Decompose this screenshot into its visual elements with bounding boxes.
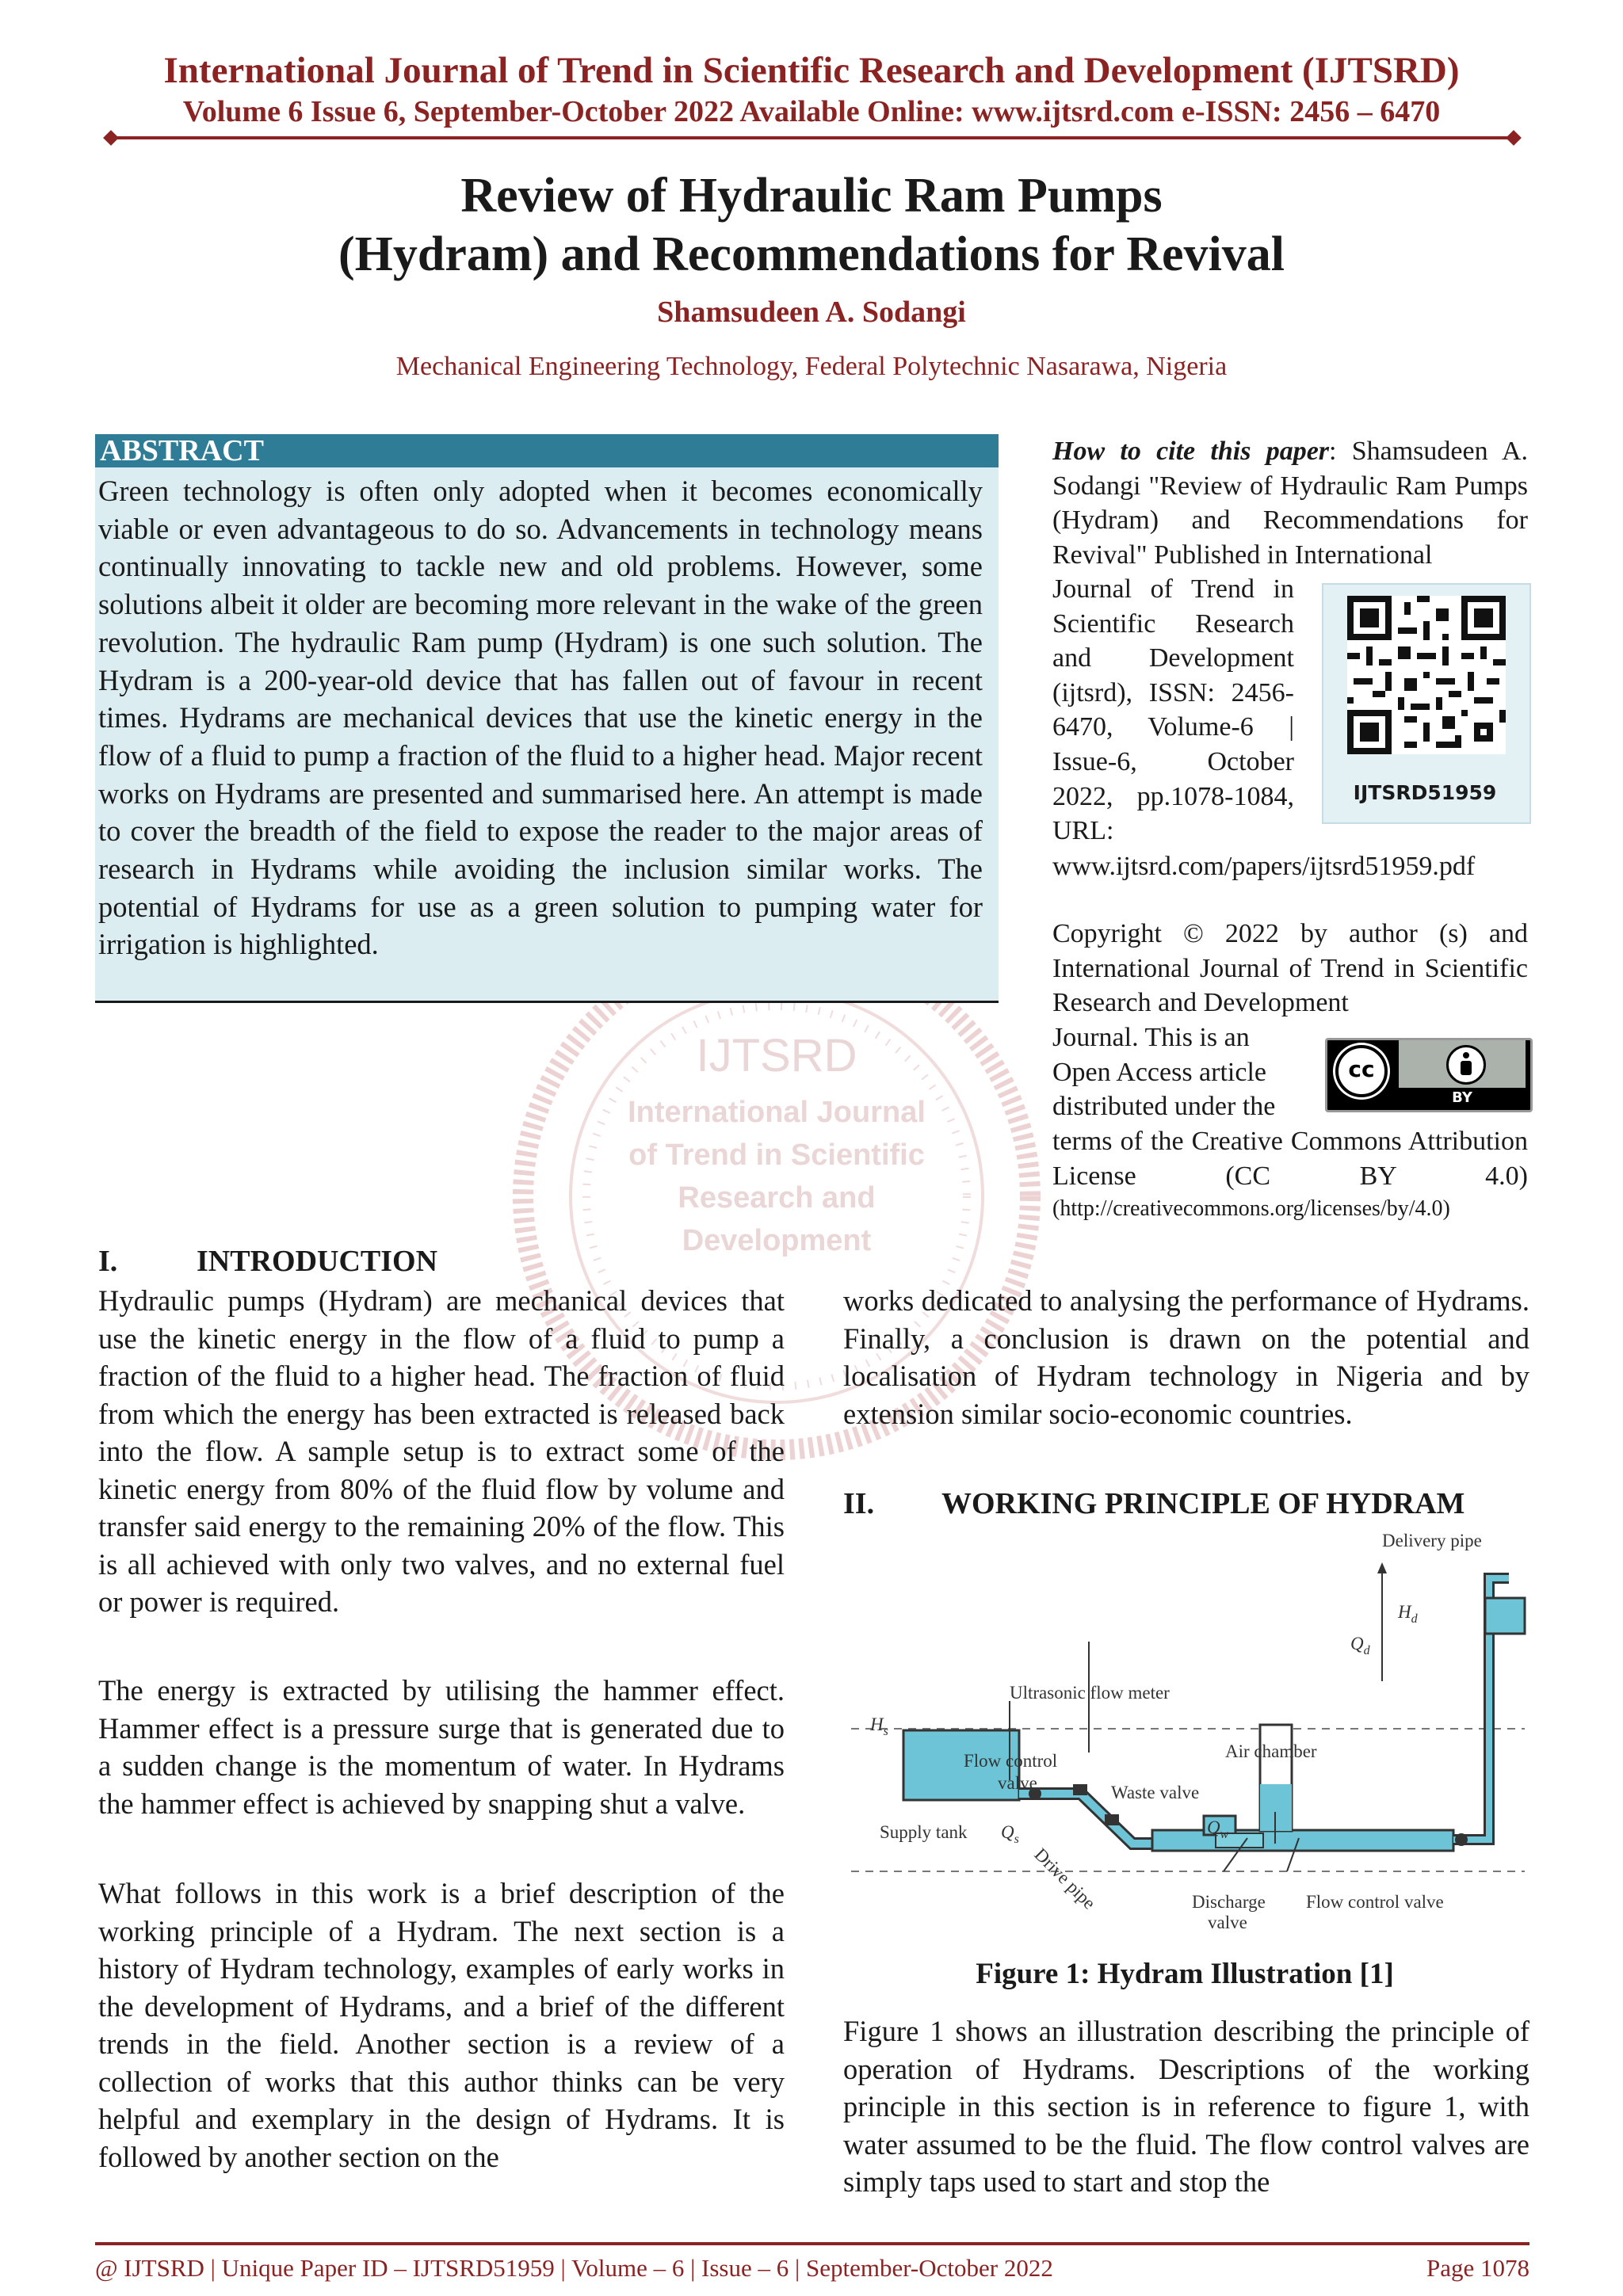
hd-arrowhead bbox=[1377, 1562, 1387, 1573]
copyright-text: Copyright © 2022 by author (s) and International Journal of Trend in Scientific Research and Development bbox=[1052, 919, 1528, 1018]
citation-text: : Shamsudeen A. Sodangi "Review of Hydraulic Ram Pumps (Hydram) and Recommendations for Revival" Published in International bbox=[1052, 437, 1529, 570]
copyright-narrow-text: Journal. This is an Open Access article distributed under the bbox=[1052, 1023, 1276, 1122]
copyright-license-text: terms of the Creative Commons Attribution License (CC BY 4.0) bbox=[1052, 1127, 1528, 1191]
section-1-title: INTRODUCTION bbox=[197, 1245, 438, 1278]
cc-icon bbox=[1335, 1045, 1388, 1097]
label-discharge-valve-b: valve bbox=[1208, 1913, 1247, 1932]
label-flow-control-valve-a: Flow control bbox=[964, 1751, 1058, 1771]
intro-paragraph-3: What follows in this work is a brief description of the working principle of a Hydram. The next section is a history of Hydram technology, examples of early works in the development of Hydrams, and a brief of the different trends in the field. Another section is a review of a collection of works that this author thinks can be very helpful and exemplary in the design of Hydrams. It is followed by another section on the bbox=[98, 1877, 785, 2173]
watermark-line-5: Development bbox=[682, 1224, 872, 1257]
citation-url: www.ijtsrd.com/papers/ijtsrd51959.pdf bbox=[1052, 852, 1476, 881]
section-1-number: I. bbox=[98, 1245, 118, 1278]
label-discharge-valve-a: Discharge bbox=[1192, 1892, 1266, 1912]
label-flow-control-valve-b: valve bbox=[998, 1773, 1037, 1793]
label-hd: $H_d$ bbox=[1398, 1602, 1418, 1626]
section-2-number: II. bbox=[843, 1487, 875, 1520]
label-hs: $H_s$ bbox=[870, 1714, 888, 1738]
intro-paragraph-right: works dedicated to analysing the performance of Hydrams. Finally, a conclusion is drawn on the potential and localisation of Hydram technology in Nigeria and by extension similar socio-economic countries. bbox=[843, 1284, 1529, 1430]
section-2-title: WORKING PRINCIPLE OF HYDRAM bbox=[941, 1487, 1465, 1520]
section-2-heading bbox=[843, 1486, 1529, 1521]
ultrasonic-sensor bbox=[1073, 1784, 1087, 1795]
author-affiliation: Mechanical Engineering Technology, Federal Polytechnic Nasarawa, Nigeria bbox=[395, 352, 1228, 381]
header-rule bbox=[111, 136, 1514, 139]
header-rule-right-diamond bbox=[1506, 130, 1522, 146]
abstract-header bbox=[95, 434, 999, 467]
abstract-bottom-rule bbox=[95, 1001, 999, 1003]
citation-block bbox=[1052, 434, 1528, 572]
cc-by-license-badge bbox=[1325, 1038, 1533, 1112]
license-link[interactable]: (http://creativecommons.org/licenses/by/4.0) bbox=[1052, 1196, 1450, 1221]
qr-code-icon bbox=[1347, 596, 1506, 754]
attribution-person-icon bbox=[1446, 1045, 1486, 1085]
hydram-illustration-figure bbox=[843, 1523, 1529, 1943]
page-number: Page 1078 bbox=[1426, 2254, 1529, 2282]
abstract-text: Green technology is often only adopted when it becomes economically viable or even advantageous to do so. Advancements in technology means continually innovating to tackle new and old problems. However, some solutions albeit it older are becoming more relevant in the wake of the green revolution. The hydraulic Ram pump (Hydram) is one such solution. The Hydram is a 200-year-old device that has fallen out of favour in recent times. Hydrams are mechanical devices that use the kinetic energy in the flow of a fluid to pump a fraction of the fluid to a higher head. Major recent works on Hydrams are presented and summarised here. An attempt is made to cover the breadth of the field to expose the reader to the major areas of research in Hydrams while avoiding the inclusion similar works. The potential of Hydrams for use as a green solution to pumping water for irrigation is highlighted. bbox=[98, 475, 983, 961]
watermark-line-4: Research and bbox=[678, 1181, 876, 1215]
label-waste-valve: Waste valve bbox=[1111, 1783, 1200, 1802]
author-name: Shamsudeen A. Sodangi bbox=[657, 296, 966, 329]
cc-badge-text: cc bbox=[1348, 1056, 1375, 1082]
paper-title-line-1: Review of Hydraulic Ram Pumps bbox=[460, 169, 1163, 223]
pump-body-pipe bbox=[1152, 1830, 1453, 1851]
citation-narrow-text: Journal of Trend in Scientific Research and Development (ijtsrd), ISSN: 2456-6470, Volume-6 | Issue-6, October 2022, pp.1078-1084, URL: bbox=[1052, 574, 1294, 846]
watermark-line-1: IJTSRD bbox=[696, 1030, 857, 1081]
flow-control-valve-2 bbox=[1455, 1833, 1468, 1846]
watermark-line-2: International Journal bbox=[628, 1096, 926, 1129]
intro-paragraph-1: Hydraulic pumps (Hydram) are mechanical devices that use the kinetic energy in the flow of a fluid to pump a fraction of the fluid to a higher head. The fraction of fluid from which the energy has been extracted is released back into the flow. A sample setup is to extract some of the kinetic energy from 80% of the fluid flow by volume and transfer said energy to the remaining 20% of the flow. This is all achieved with only two valves, and no external fuel or power is required. bbox=[98, 1284, 785, 1618]
label-qd: $Q_d$ bbox=[1350, 1634, 1370, 1657]
watermark-line-3: of Trend in Scientific bbox=[628, 1138, 925, 1172]
by-badge-area bbox=[1399, 1040, 1526, 1088]
footer-text: @ IJTSRD | Unique Paper ID – IJTSRD51959 | Volume – 6 | Issue – 6 | September-October 2022 bbox=[95, 2254, 1053, 2282]
label-qw: $Q_w$ bbox=[1207, 1817, 1229, 1841]
page-footer bbox=[95, 2254, 1529, 2283]
header-rule-left-diamond bbox=[103, 130, 119, 146]
label-drive-pipe: Drive pipe bbox=[1030, 1844, 1100, 1913]
section-1-heading bbox=[98, 1244, 438, 1279]
intro-paragraph-2: The energy is extracted by utilising the hammer effect. Hammer effect is a pressure surge that is generated due to a sudden change is the momentum of water. In Hydrams the hammer effect is achieved by snapping shut a valve. bbox=[98, 1674, 785, 1820]
abstract-heading: ABSTRACT bbox=[100, 434, 264, 467]
journal-issue-line: Volume 6 Issue 6, September-October 2022 Available Online: www.ijtsrd.com e-ISSN: 2456 – 6470 bbox=[182, 95, 1441, 128]
paper-title-line-2: (Hydram) and Recommendations for Revival bbox=[338, 227, 1285, 281]
label-ultrasonic-flow-meter: Ultrasonic flow meter bbox=[1010, 1683, 1170, 1703]
label-supply-tank: Supply tank bbox=[880, 1822, 968, 1842]
paper-id-badge: IJTSRD51959 bbox=[1353, 781, 1497, 804]
label-flow-control-valve-2: Flow control valve bbox=[1306, 1892, 1444, 1912]
by-badge-text: BY bbox=[1452, 1089, 1472, 1106]
ultrasonic-sensor bbox=[1105, 1814, 1119, 1825]
section-2-paragraph-1: Figure 1 shows an illustration describing the principle of operation of Hydrams. Descriptions of the working principle in this section is in reference to figure 1, with water assumed to be the fluid. The flow control valves are simply taps used to start and stop the bbox=[843, 2015, 1529, 2198]
journal-title: International Journal of Trend in Scientific Research and Development (IJTSRD) bbox=[163, 50, 1460, 91]
figure-1-caption: Figure 1: Hydram Illustration [1] bbox=[976, 1958, 1394, 1990]
citation-label: How to cite this paper bbox=[1052, 437, 1330, 466]
label-delivery-pipe: Delivery pipe bbox=[1382, 1531, 1482, 1550]
delivery-tank bbox=[1485, 1598, 1525, 1634]
label-qs: $Q_s$ bbox=[1001, 1822, 1019, 1846]
footer-rule bbox=[95, 2242, 1529, 2245]
paper-title bbox=[0, 166, 1623, 284]
label-air-chamber: Air chamber bbox=[1225, 1741, 1317, 1761]
